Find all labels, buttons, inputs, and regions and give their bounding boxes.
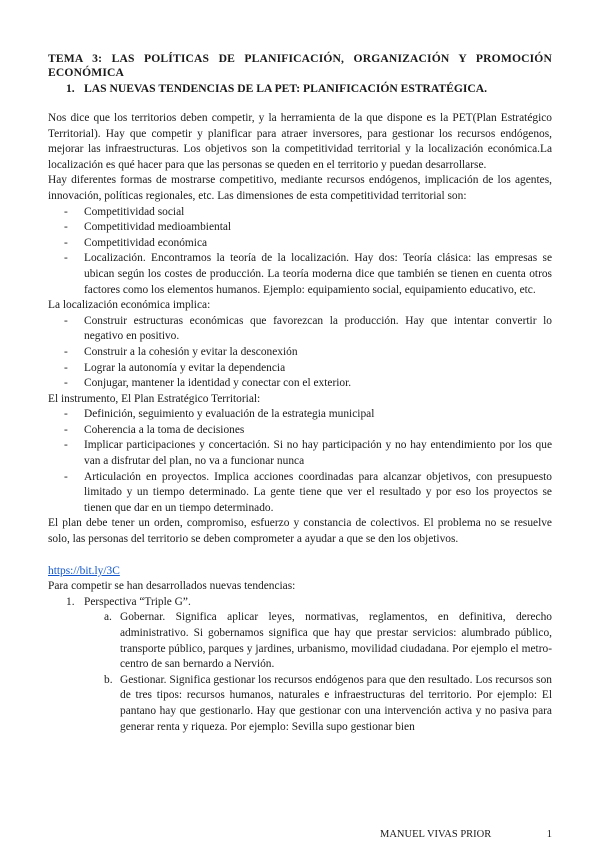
list-item: - Construir estructuras económicas que favorezcan la producción. Hay que intentar convertir lo negativo en positivo. <box>64 314 552 343</box>
paragraph: Nos dice que los territorios deben competir, y la herramienta de la que dispone es la PET(Plan Estratégico Territorial). Hay que competir y planificar para atraer inversores, para gestionar los recursos endógenos, mejorar las infraestructuras. Los objetivos son la competitividad territorial y la localización económica.La localización es qué hacer para que las personas se queden en el territorio y puedan desarrollarse. <box>48 112 552 171</box>
list-item: - Conjugar, mantener la identidad y conectar con el exterior. <box>64 377 352 390</box>
section-heading <box>48 82 552 96</box>
instrument-list <box>48 407 552 516</box>
paragraph: El plan debe tener un orden, compromiso, esfuerzo y constancia de colectivos. El problema no se resuelve solo, las personas del territorio se deben comprometer a ayudar a que se den los objetivos. <box>48 517 552 546</box>
numbered-item: 1. Perspectiva “Triple G”. <box>66 595 191 608</box>
list-item: - Articulación en proyectos. Implica acciones coordinadas para alcanzar objetivos, con presupuesto limitado y un tiempo determinado. La gente tiene que ver el resultado y por eso los proyectos se tienen que dar en un tiempo determinado. <box>64 470 552 514</box>
list-item: - Definición, seguimiento y evaluación de la estrategia municipal <box>64 408 375 421</box>
list-item: - Competitividad medioambiental <box>64 221 232 234</box>
section-number: 1. <box>66 82 75 95</box>
footer-author: MANUEL VIVAS PRIOR <box>380 829 492 840</box>
localization-list <box>48 314 552 392</box>
list-item: - Competitividad económica <box>64 236 208 249</box>
page-title: TEMA 3: LAS POLÍTICAS DE PLANIFICACIÓN, ORGANIZACIÓN Y PROMOCIÓN ECONÓMICA <box>48 52 552 79</box>
list-item: - Localización. Encontramos la teoría de la localización. Hay dos: Teoría clásica: las empresas se ubican según los costes de producción. La teoría moderna dice que también se tienen en cuenta otros factores como los elementos humanos. Ejemplo: equipamiento social, equipamiento educativo, etc. <box>64 252 552 296</box>
section-heading-text: LAS NUEVAS TENDENCIAS DE LA PET: PLANIFICACIÓN ESTRATÉGICA. <box>84 82 488 95</box>
dimensions-list <box>48 205 552 299</box>
paragraph: Para competir se han desarrollados nuevas tendencias: <box>48 580 296 593</box>
paragraph: Hay diferentes formas de mostrarse competitivo, mediante recursos endógenos, implicación de los agentes, innovación, políticas regionales, etc. Las dimensiones de esta competitividad territorial son: <box>48 174 552 202</box>
document-page <box>48 52 552 735</box>
paragraph: El instrumento, El Plan Estratégico Territorial: <box>48 392 261 405</box>
page-footer <box>380 828 552 841</box>
list-item: - Lograr la autonomía y evitar la dependencia <box>64 361 286 374</box>
list-item: - Coherencia a la toma de decisiones <box>64 423 245 436</box>
list-item: - Construir a la cohesión y evitar la desconexión <box>64 345 298 358</box>
lettered-item: b. Gestionar. Significa gestionar los recursos endógenos para que den resultado. Los recursos son de tres tipos: recursos humanos, naturales e infraestructuras del territorio. Por ejemplo: El pantano hay que gestionarlo. Hay que gestionar con una intervención activa y no pasiva para generar renta y riqueza. Por ejemplo: Sevilla supo gestionar bien <box>104 673 552 733</box>
paragraph: La localización económica implica: <box>48 299 211 312</box>
lettered-item: a. Gobernar. Significa aplicar leyes, normativas, reglamentos, en definitiva, derecho administrativo. Si gobernamos significa que hay que prestar servicios: alumbrado público, transporte público, parques y jardines, urbanismo, movilidad ciudadana. Por ejemplo el metro-centro de san bernardo a Nervión. <box>104 611 552 671</box>
reference-link[interactable]: https://bit.ly/3C <box>48 564 120 577</box>
page-number: 1 <box>546 829 552 840</box>
list-item: - Competitividad social <box>64 205 185 218</box>
list-item: - Implicar participaciones y concertación. Si no hay participación y no hay entendimiento por los que van a disfrutar del plan, no va a funcionar nunca <box>64 439 552 468</box>
